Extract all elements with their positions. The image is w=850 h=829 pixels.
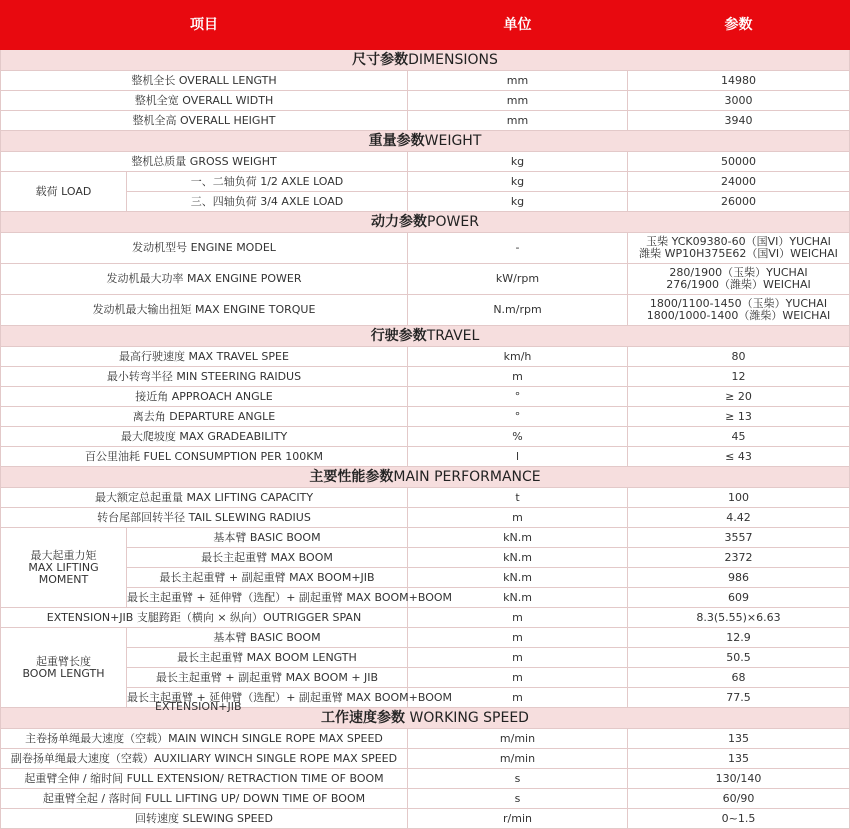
section-title-en: DIMENSIONS [408,52,498,68]
table-row [1,233,850,264]
table-row [1,387,850,407]
row-label: 最大爬坡度 MAX GRADEABILITY [1,427,408,447]
table-row [1,264,850,295]
row-label-main: 最长主起重臂 + 延伸臂（选配）+ 副起重臂 MAX BOOM+BOOM [127,690,453,704]
section-title-en: MAIN PERFORMANCE [393,469,541,485]
row-label: 最长主起重臂 + 副起重臂 MAX BOOM + JIB [127,668,408,688]
row-value [628,295,850,326]
row-unit: kN.m [408,548,628,568]
table-row [1,668,850,688]
row-label: 发动机最大功率 MAX ENGINE POWER [1,264,408,295]
row-unit: km/h [408,347,628,367]
table-row [1,729,850,749]
table-row [1,447,850,467]
row-value [628,264,850,295]
row-unit: kW/rpm [408,264,628,295]
value-line-2: 潍柴 WP10H375E62（国VI）WEICHAI [639,247,838,260]
table-row [1,111,850,131]
value-line-1: 1800/1100-1450（玉柴）YUCHAI [649,297,828,310]
header-value: 参数 [628,1,850,50]
value-line-2: 1800/1000-1400（潍柴）WEICHAI [646,309,831,322]
row-label: 副卷扬单绳最大速度（空载）AUXILIARY WINCH SINGLE ROPE MAX SPEED [1,749,408,769]
row-label: 接近角 APPROACH ANGLE [1,387,408,407]
row-value: ≥ 13 [628,407,850,427]
row-unit: m [408,508,628,528]
row-unit: m [408,608,628,628]
table-row [1,769,850,789]
header-item: 项目 [1,1,408,50]
row-label: 最高行驶速度 MAX TRAVEL SPEE [1,347,408,367]
table-row [1,152,850,172]
row-value: 12 [628,367,850,387]
moment-label-line: MAX LIFTING [28,560,99,574]
row-value: 100 [628,488,850,508]
row-label: 一、二轴负荷 1/2 AXLE LOAD [127,172,408,192]
row-unit: kg [408,152,628,172]
table-row [1,295,850,326]
row-value: 12.9 [628,628,850,648]
section-title-zh: 主要性能参数 [309,469,394,485]
table-row [1,789,850,809]
table-row [1,688,850,708]
row-label: 起重臂全起 / 落时间 FULL LIFTING UP/ DOWN TIME OF BOOM [1,789,408,809]
table-row [1,608,850,628]
row-unit: mm [408,71,628,91]
row-unit: kN.m [408,588,628,608]
table-row [1,347,850,367]
row-value: 77.5 [628,688,850,708]
row-value: 60/90 [628,789,850,809]
row-value: 80 [628,347,850,367]
section-title-en: WORKING SPEED [405,710,529,726]
row-label: 最长主起重臂 + 副起重臂 MAX BOOM+JIB [127,568,408,588]
table-row [1,172,850,192]
row-label: 整机全长 OVERALL LENGTH [1,71,408,91]
table-row [1,548,850,568]
length-label-line: 起重臂长度 [36,654,91,668]
row-label: 整机总质量 GROSS WEIGHT [1,152,408,172]
row-value: 609 [628,588,850,608]
row-value: 4.42 [628,508,850,528]
row-unit: m [408,668,628,688]
section-performance [1,467,850,488]
row-unit: ° [408,407,628,427]
row-label: 百公里油耗 FUEL CONSUMPTION PER 100KM [1,447,408,467]
row-value: 26000 [628,192,850,212]
row-label: 三、四轴负荷 3/4 AXLE LOAD [127,192,408,212]
row-unit: s [408,769,628,789]
header-unit: 单位 [408,1,628,50]
value-line-1: 280/1900（玉柴）YUCHAI [669,266,808,279]
section-title-zh: 重量参数 [368,133,425,149]
table-row [1,528,850,548]
row-label: 离去角 DEPARTURE ANGLE [1,407,408,427]
section-title-zh: 尺寸参数 [352,52,409,68]
section-title-en: TRAVEL [426,328,480,344]
row-value: 2372 [628,548,850,568]
section-title-en: WEIGHT [424,133,482,149]
row-unit: kN.m [408,528,628,548]
table-row [1,71,850,91]
row-label: 转台尾部回转半径 TAIL SLEWING RADIUS [1,508,408,528]
row-label: 最长主起重臂 MAX BOOM LENGTH [127,648,408,668]
row-unit: mm [408,91,628,111]
row-value: 3000 [628,91,850,111]
row-unit: l [408,447,628,467]
row-label: 最长主起重臂 + 延伸臂（选配）+ 副起重臂 MAX BOOM+BOOM [127,588,408,608]
length-group-label [1,628,127,708]
row-value: 3940 [628,111,850,131]
row-label: 发动机型号 ENGINE MODEL [1,233,408,264]
row-label: 主卷扬单绳最大速度（空载）MAIN WINCH SINGLE ROPE MAX SPEED [1,729,408,749]
value-line-1: 玉柴 YCK09380-60（国VI）YUCHAI [646,235,831,248]
row-value: 8.3(5.55)×6.63 [628,608,850,628]
row-unit: N.m/rpm [408,295,628,326]
row-unit: kg [408,172,628,192]
section-dimensions [1,50,850,71]
row-unit: m [408,367,628,387]
table-row [1,488,850,508]
length-label-line: BOOM LENGTH [22,666,105,680]
table-row [1,367,850,387]
table-row [1,91,850,111]
row-label: 最大额定总起重量 MAX LIFTING CAPACITY [1,488,408,508]
value-line-2: 276/1900（潍柴）WEICHAI [666,278,811,291]
row-label: 发动机最大输出扭矩 MAX ENGINE TORQUE [1,295,408,326]
row-unit: m [408,628,628,648]
row-label: 基本臂 BASIC BOOM [127,528,408,548]
table-row [1,628,850,648]
row-unit: m/min [408,749,628,769]
row-unit: mm [408,111,628,131]
row-label-tail: EXTENSION+JIB [155,700,242,713]
table-row [1,192,850,212]
load-group-label: 载荷 LOAD [1,172,127,212]
row-value [628,233,850,264]
row-value: 50000 [628,152,850,172]
row-unit: m [408,688,628,708]
row-value: 24000 [628,172,850,192]
table-header [1,1,850,50]
row-label [127,688,453,713]
row-unit: s [408,789,628,809]
section-speed [1,708,850,729]
row-value: 130/140 [628,769,850,789]
table-row [1,508,850,528]
row-label: 起重臂全伸 / 缩时间 FULL EXTENSION/ RETRACTION TIME OF BOOM [1,769,408,789]
section-title-zh: 动力参数 [371,214,428,230]
row-value: 14980 [628,71,850,91]
moment-label-line: MOMENT [38,572,89,586]
row-label: 整机全高 OVERALL HEIGHT [1,111,408,131]
row-value: 50.5 [628,648,850,668]
row-label: 整机全宽 OVERALL WIDTH [1,91,408,111]
table-row [1,407,850,427]
table-row [1,749,850,769]
section-title-zh: 行驶参数 [370,328,427,344]
row-unit: % [408,427,628,447]
table-row [1,427,850,447]
table-row [1,809,850,829]
row-value: 3557 [628,528,850,548]
row-value: 68 [628,668,850,688]
section-weight [1,131,850,152]
row-value: 986 [628,568,850,588]
section-travel [1,326,850,347]
section-title-zh: 工作速度参数 [321,710,406,726]
row-value: 135 [628,729,850,749]
row-unit: ° [408,387,628,407]
row-value: ≥ 20 [628,387,850,407]
moment-group-label [1,528,127,608]
row-value: ≤ 43 [628,447,850,467]
section-title-en: POWER [427,214,479,230]
section-power [1,212,850,233]
row-unit: kN.m [408,568,628,588]
row-label: 最长主起重臂 MAX BOOM [127,548,408,568]
row-unit: t [408,488,628,508]
row-value: 45 [628,427,850,447]
table-row [1,648,850,668]
row-value: 0~1.5 [628,809,850,829]
row-label: EXTENSION+JIB 支腿跨距（横向 × 纵向）OUTRIGGER SPAN [1,608,408,628]
row-unit: r/min [408,809,628,829]
moment-label-line: 最大起重力矩 [30,548,97,562]
row-label: 基本臂 BASIC BOOM [127,628,408,648]
table-row [1,568,850,588]
row-unit: m [408,648,628,668]
table-row [1,588,850,608]
row-unit: kg [408,192,628,212]
row-label: 回转速度 SLEWING SPEED [1,809,408,829]
row-value: 135 [628,749,850,769]
row-unit: - [408,233,628,264]
row-label: 最小转弯半径 MIN STEERING RAIDUS [1,367,408,387]
row-unit: m/min [408,729,628,749]
